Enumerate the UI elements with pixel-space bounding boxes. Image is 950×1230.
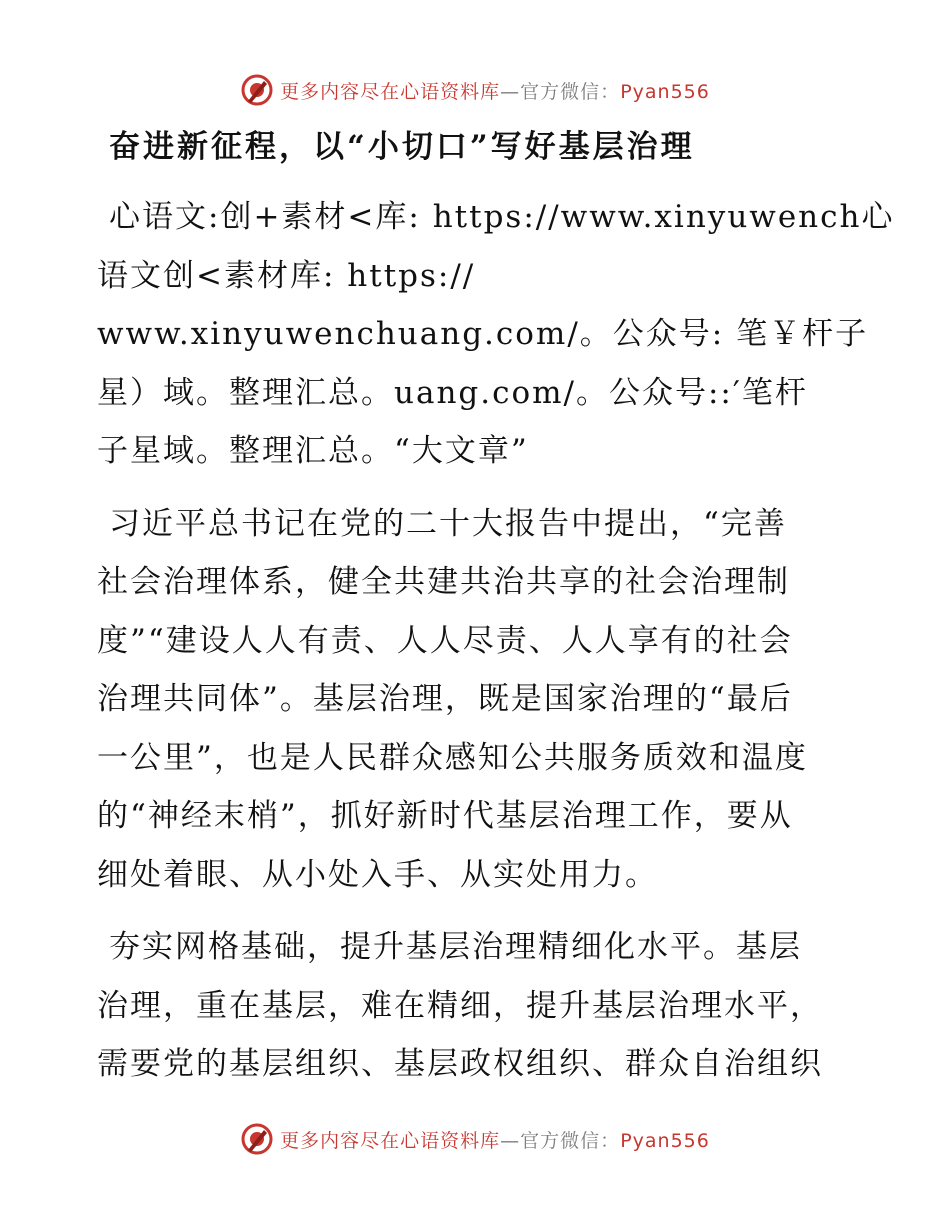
banner-wechat-label: 官方微信： [520,1129,621,1152]
text-line: 的“神经末梢”，抓好新时代基层治理工作，要从 [97,798,793,834]
banner-main-text: 更多内容尽在心语资料库 [280,1129,501,1152]
text-line: 夯实网格基础，提升基层治理精细化水平。基层 [109,929,802,965]
text-line: 语文创<素材库: https:// [97,257,476,294]
text-line: www.xinyuwenchuang.com/。公众号: 笔￥杆子 [97,316,869,352]
banner-wechat-label: 官方微信： [520,80,621,103]
text-line: 习近平总书记在党的二十大报告中提出，“完善 [109,505,787,542]
footer-banner [0,1119,950,1159]
text-line: 一公里”，也是人民群众感知公共服务质效和温度 [97,739,808,776]
text-line: 治理，重在基层，难在精细，提升基层治理水平， [97,987,823,1024]
banner-dash: — [500,1129,521,1152]
banner-wechat-id: Pyan556 [620,1129,710,1152]
paragraph-2 [97,495,857,905]
document-body [97,120,895,1094]
text-line: 治理共同体”。基层治理，既是国家治理的“最后 [97,681,793,717]
banner-main-text: 更多内容尽在心语资料库 [280,80,501,103]
document-title: 奋进新征程，以“小切口”写好基层治理 [109,129,695,165]
header-banner [0,70,950,110]
brand-logo-icon [240,1122,274,1156]
paragraph-3 [97,918,857,1094]
text-line: 心语文:创+素材<库: https://www.xinyuwench心 [109,199,895,235]
brand-logo-icon [240,73,274,107]
text-line: 度”“建设人人有责、人人尽责、人人享有的社会 [97,622,793,659]
text-line: 需要党的基层组织、基层政权组织、群众自治组织 [97,1046,823,1082]
paragraph-1 [97,188,895,481]
banner-wechat-id: Pyan556 [620,80,710,103]
text-line: 子星域。整理汇总。“大文章” [97,433,529,469]
text-line: 细处着眼、从小处入手、从实处用力。 [97,856,658,893]
text-line: 星）域。整理汇总。uang.com/。公众号::′笔杆 [97,374,808,411]
banner-dash: — [500,80,521,103]
text-line: 社会治理体系，健全共建共治共享的社会治理制 [97,564,790,600]
